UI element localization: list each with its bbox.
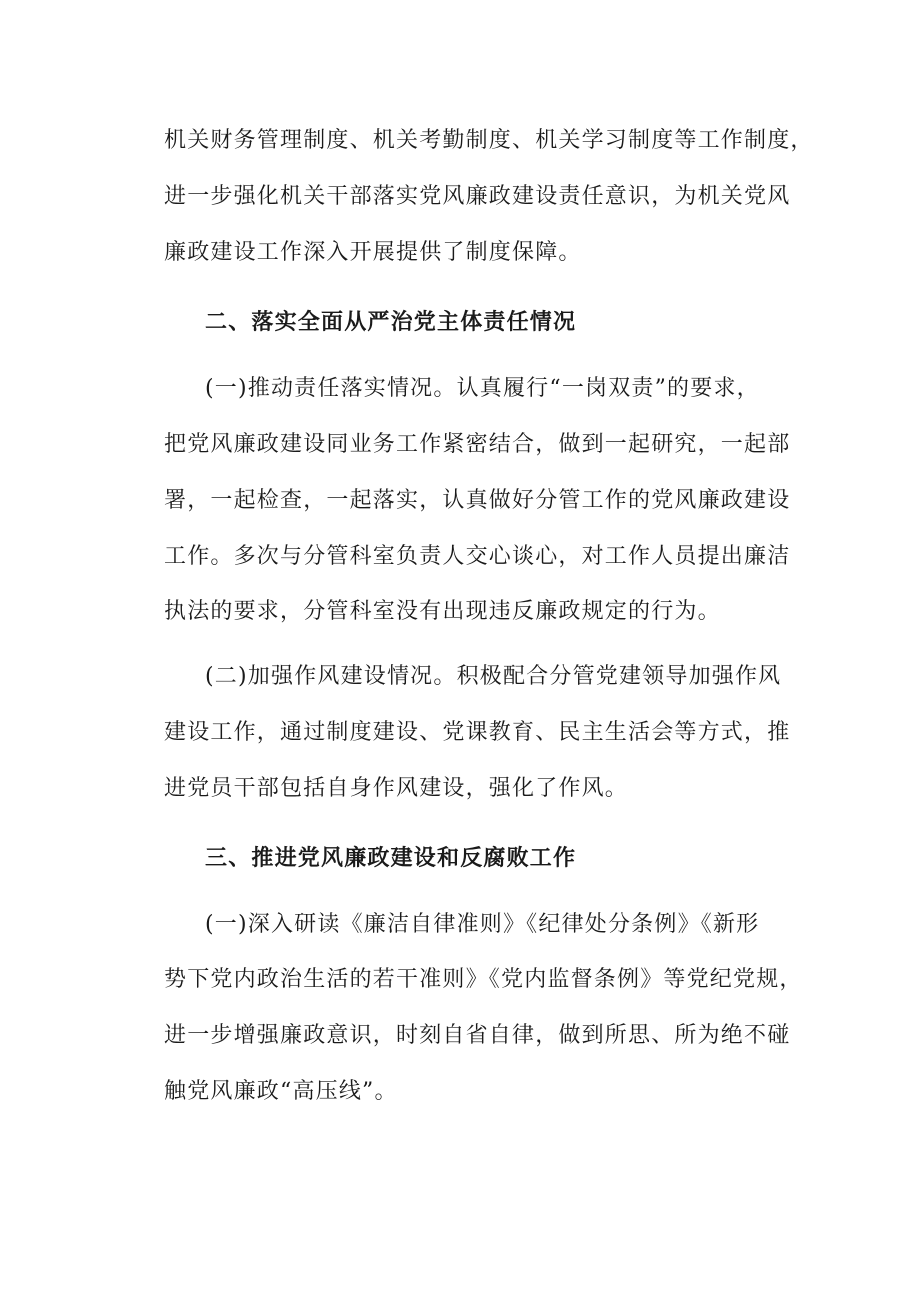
paragraph-4-line-4: 触党风廉政“高压线”。 [164,1079,398,1104]
paragraph-4-line-1: (一)深入研读《廉洁自律准则》《纪律处分条例》《新形 [205,912,760,937]
paragraph-1-line-3: 廉政建设工作深入开展提供了制度保障。 [164,240,582,265]
paragraph-3-line-2: 建设工作，通过制度建设、党课教育、民主生活会等方式，推 [164,720,791,745]
paragraph-4-line-2: 势下党内政治生活的若干准则》《党内监督条例》等党纪党规， [164,967,803,992]
section-heading-3: 三、推进党风廉政建设和反腐败工作 [205,845,577,871]
paragraph-2-line-5: 执法的要求，分管科室没有出现违反廉政规定的行为。 [164,599,721,624]
paragraph-2-line-4: 工作。多次与分管科室负责人交心谈心，对工作人员提出廉洁 [164,544,791,569]
paragraph-2-line-1: (一)推动责任落实情况。认真履行“一岗双责”的要求， [205,376,760,401]
paragraph-1-line-1: 机关财务管理制度、机关考勤制度、机关学习制度等工作制度， [164,128,814,153]
paragraph-3-line-1: (二)加强作风建设情况。积极配合分管党建领导加强作风 [205,664,782,689]
paragraph-4-line-3: 进一步增强廉政意识，时刻自省自律，做到所思、所为绝不碰 [164,1023,791,1048]
paragraph-2-line-3: 署，一起检查，一起落实，认真做好分管工作的党风廉政建设 [164,488,791,513]
paragraph-3-line-3: 进党员干部包括自身作风建设，强化了作风。 [164,776,629,801]
paragraph-1-line-2: 进一步强化机关干部落实党风廉政建设责任意识，为机关党风 [164,184,791,209]
paragraph-2-line-2: 把党风廉政建设同业务工作紧密结合，做到一起研究，一起部 [164,432,791,457]
section-heading-2: 二、落实全面从严治党主体责任情况 [205,309,577,335]
